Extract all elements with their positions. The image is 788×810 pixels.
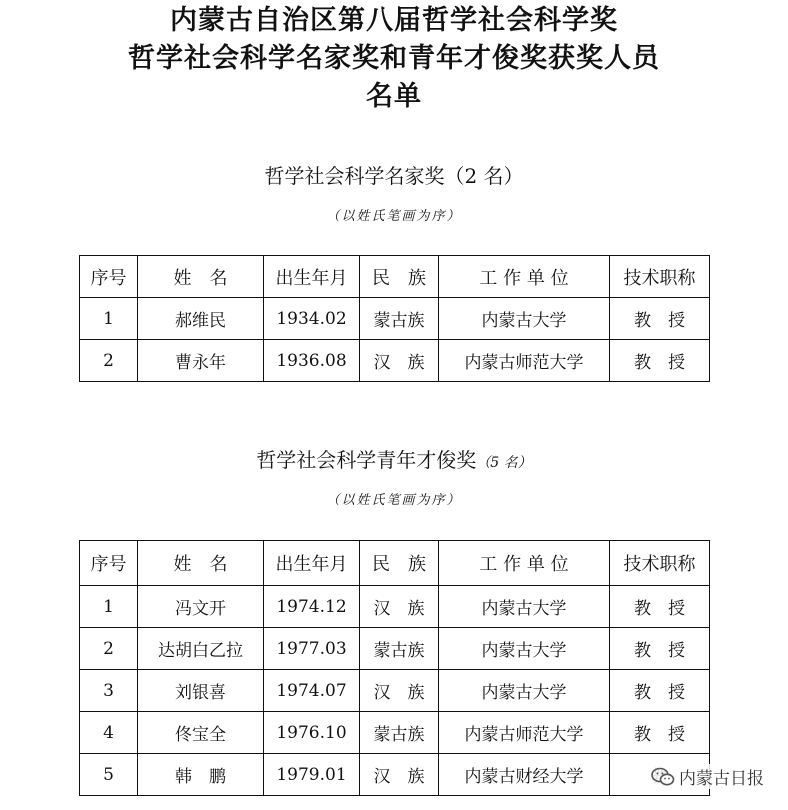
cell-employer: 内蒙古师范大学 [439,340,610,382]
doc-title-line3: 名单 [366,81,422,112]
wechat-icon [651,767,675,787]
table-row [80,670,710,712]
cell-employer: 内蒙古师范大学 [439,712,610,754]
section2-table [79,540,710,796]
cell-ethnicity: 汉 族 [360,754,439,796]
section2-heading-text: 哲学社会科学青年才俊奖 [256,448,477,472]
cell-ethnicity: 汉 族 [360,340,439,382]
section1-table [79,255,710,382]
section2-count: （5 名） [476,455,532,471]
cell-name: 冯文开 [138,586,264,628]
section1-note: （以姓氏笔画为序） [326,209,462,224]
cell-birth: 1976.10 [264,712,360,754]
section1-heading-text: 哲学社会科学名家奖 [264,164,445,188]
cell-employer: 内蒙古大学 [439,298,610,340]
section1-count: （2 名） [444,164,524,188]
cell-index: 5 [80,754,138,796]
cell-employer: 内蒙古大学 [439,670,610,712]
cell-index: 4 [80,712,138,754]
cell-name: 曹永年 [138,340,264,382]
doc-title-line1: 内蒙古自治区第八届哲学社会科学奖 [170,5,618,36]
cell-title: 教 授 [610,586,710,628]
header-ethnicity: 民 族 [360,256,439,298]
cell-ethnicity: 汉 族 [360,670,439,712]
cell-birth: 1977.03 [264,628,360,670]
cell-name: 刘银喜 [138,670,264,712]
cell-title: 教 授 [610,298,710,340]
cell-birth: 1979.01 [264,754,360,796]
cell-name: 郝维民 [138,298,264,340]
section2-heading [0,446,788,477]
header-title: 技术职称 [610,541,710,586]
section2-note: （以姓氏笔画为序） [326,493,462,508]
cell-index: 1 [80,586,138,628]
cell-employer: 内蒙古大学 [439,586,610,628]
table-header-row [80,256,710,298]
cell-title: 教 授 [610,670,710,712]
cell-name: 达胡白乙拉 [138,628,264,670]
cell-employer: 内蒙古财经大学 [439,754,610,796]
section1-heading [0,162,788,190]
table-row [80,754,710,796]
table-row [80,340,710,382]
header-name: 姓 名 [138,541,264,586]
cell-ethnicity: 蒙古族 [360,298,439,340]
header-index: 序号 [80,541,138,586]
cell-index: 2 [80,628,138,670]
header-index: 序号 [80,256,138,298]
header-employer: 工 作 单 位 [439,256,610,298]
header-birth: 出生年月 [264,256,360,298]
cell-index: 3 [80,670,138,712]
header-birth: 出生年月 [264,541,360,586]
cell-ethnicity: 蒙古族 [360,628,439,670]
cell-employer: 内蒙古大学 [439,628,610,670]
cell-birth: 1974.12 [264,586,360,628]
watermark [649,764,766,789]
table-row [80,298,710,340]
cell-ethnicity: 汉 族 [360,586,439,628]
cell-title: 教 授 [610,712,710,754]
header-title: 技术职称 [610,256,710,298]
doc-title-line2: 哲学社会科学名家奖和青年才俊奖获奖人员 [128,43,660,74]
cell-title: 教 授 [610,340,710,382]
table-row [80,628,710,670]
watermark-text: 内蒙古日报 [679,769,764,789]
cell-birth: 1934.02 [264,298,360,340]
table-header-row [80,541,710,586]
header-employer: 工 作 单 位 [439,541,610,586]
cell-index: 2 [80,340,138,382]
cell-name: 佟宝全 [138,712,264,754]
cell-name: 韩 鹏 [138,754,264,796]
cell-index: 1 [80,298,138,340]
cell-birth: 1974.07 [264,670,360,712]
table-row [80,712,710,754]
header-ethnicity: 民 族 [360,541,439,586]
header-name: 姓 名 [138,256,264,298]
cell-ethnicity: 蒙古族 [360,712,439,754]
cell-title: 教 授 [610,628,710,670]
cell-birth: 1936.08 [264,340,360,382]
table-row [80,586,710,628]
